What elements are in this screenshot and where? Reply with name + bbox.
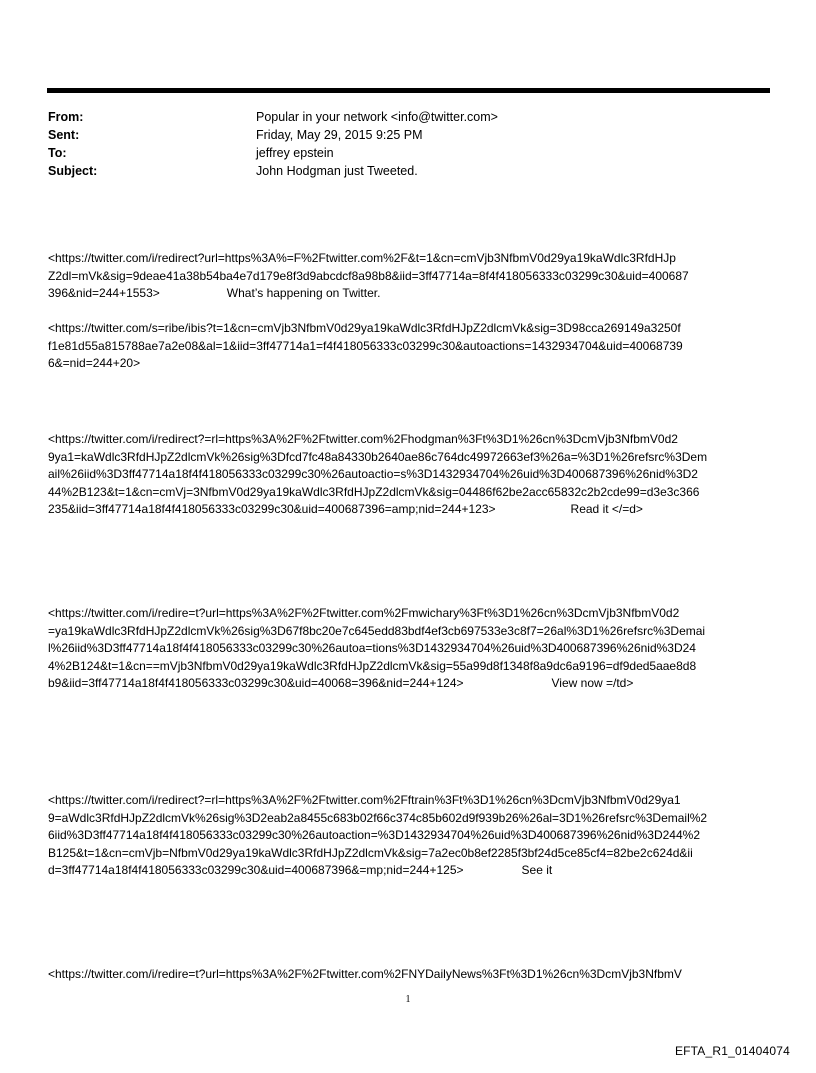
link-4-label: View now =/td> [551,676,634,690]
document-id: EFTA_R1_01404074 [674,1044,790,1058]
link-3-line-2: 9ya1=kaWdlc3RfdHJpZ2dlcmVk%26sig%3Dfcd7fc48a84330b2640ae86c764dc49972663ef3%26a=%3D1%26refsrc%3Dem [48,449,708,464]
link-3-line-5-row [48,501,778,519]
to-value: jeffrey epstein [256,146,334,160]
link-2-line-1: <https://twitter.com/s=ribe/ibis?t=1&cn=cmVjb3NfbmV0d29ya19kaWdlc3RfdHJpZ2dlcmVk&sig=3D98cca269149a3250f [48,321,681,335]
link-3-label: Read it </=d> [570,502,643,516]
link-4-line-1: <https://twitter.com/i/redire=t?url=https%3A%2F%2Ftwitter.com%2Fmwichary%3Ft%3D1%26cn%3DcmVjb3NfbmV0d2 [48,606,680,620]
link-2-line-3: 6&=nid=244+20> [48,356,141,370]
link-4-line-2: =ya19kaWdlc3RfdHJpZ2dlcmVk%26sig%3D67f8bc20e7c645edd83bdf4ef3cb697533e3c8f7=26al%3D1%26refsrc%3Demai [48,623,706,638]
subject-value: John Hodgman just Tweeted. [256,164,418,178]
link-6-line-1: <https://twitter.com/i/redire=t?url=https%3A%2F%2Ftwitter.com%2FNYDailyNews%3Ft%3D1%26cn%3DcmVjb3NfbmV [48,967,682,981]
link-3-line-5: 235&iid=3ff47714a18f4f418056333c03299c30&uid=400687396=amp;nid=244+123> [48,502,496,516]
link-block-3 [48,431,778,519]
link-block-4 [48,605,778,693]
sent-value: Friday, May 29, 2015 9:25 PM [256,128,423,142]
link-2-line-2: f1e81d55a815788ae7a2e08&al=1&iid=3ff47714a1=f4f418056333c03299c30&autoactions=1432934704&uid=40068739 [48,338,683,353]
page-number: 1 [405,994,411,1005]
link-1-line-2: Z2dl=mVk&sig=9deae41a38b54ba4e7d179e8f3d9abcdcf8a98b8&iid=3ff47714a=8f4f418056333c03299c30&uid=400687 [48,268,689,283]
subject-label: Subject: [48,164,98,178]
link-5-line-1: <https://twitter.com/i/redirect?=rl=https%3A%2F%2Ftwitter.com%2Fftrain%3Ft%3D1%26cn%3DcmVjb3NfbmV0d29ya1 [48,793,681,807]
link-5-line-2: 9=aWdlc3RfdHJpZ2dlcmVk%26sig%3D2eab2a8455c683b02f66c374c85b602d9f939b26%26al=3D1%26refsrc%3Demail%2 [48,810,708,825]
to-label: To: [48,146,67,160]
link-3-line-1: <https://twitter.com/i/redirect?=rl=https%3A%2F%2Ftwitter.com%2Fhodgman%3Ft%3D1%26cn%3DcmVjb3NfbmV0d2 [48,432,678,446]
link-block-6 [48,966,778,984]
from-value: Popular in your network <info@twitter.com> [256,110,498,124]
link-4-line-3: l%26iid%3D3ff47714a18f4f418056333c03299c30%26autoa=tions%3D1432934704%26uid%3D400687396%26nid%3D24 [48,641,696,655]
link-4-line-4: 4%2B124&t=1&cn==mVjb3NfbmV0d29ya19kaWdlc3RfdHJpZ2dlcmVk&sig=55a99d8f1348f8a9dc6a9196=df9ded5aae8d8 [48,658,697,673]
link-5-line-5-row [48,862,778,880]
header-divider [47,88,770,93]
link-block-5 [48,792,778,880]
link-5-line-3: 6iid%3D3ff47714a18f4f418056333c03299c30%26autoaction=%3D1432934704%26uid%3D400687396%26nid%3D244%2 [48,828,700,842]
link-1-label: What’s happening on Twitter. [226,286,381,300]
link-5-label: See it [521,863,553,877]
sent-label: Sent: [48,128,80,142]
link-1-line-3: 396&nid=244+1553> [48,286,160,300]
link-3-line-3: ail%26iid%3D3ff47714a18f4f418056333c03299c30%26autoactio=s%3D1432934704%26uid%3D400687396%26nid%3D2 [48,467,698,481]
link-3-line-4: 44%2B123&t=1&cn=cmVj=3NfbmV0d29ya19kaWdlc3RfdHJpZ2dlcmVk&sig=04486f62be2acc65832c2b2cde99=d3e3c366 [48,484,700,499]
link-block-1 [48,250,778,303]
link-4-line-5: b9&iid=3ff47714a18f4f418056333c03299c30&uid=40068=396&nid=244+124> [48,676,464,690]
link-1-line-1: <https://twitter.com/i/redirect?url=https%3A%=F%2Ftwitter.com%2F&t=1&cn=cmVjb3NfbmV0d29ya19kaWdlc3RfdHJp [48,251,676,265]
link-1-line-3-row [48,285,778,303]
link-5-line-4: B125&t=1&cn=cmVjb=NfbmV0d29ya19kaWdlc3RfdHJpZ2dlcmVk&sig=7a2ec0b8ef2285f3bf24d5ce85cf4=82be2c624d&ii [48,845,693,860]
link-5-line-5: d=3ff47714a18f4f418056333c03299c30&uid=400687396&=mp;nid=244+125> [48,863,464,877]
from-label: From: [48,110,84,124]
link-4-line-5-row [48,675,778,693]
link-block-2 [48,320,778,373]
